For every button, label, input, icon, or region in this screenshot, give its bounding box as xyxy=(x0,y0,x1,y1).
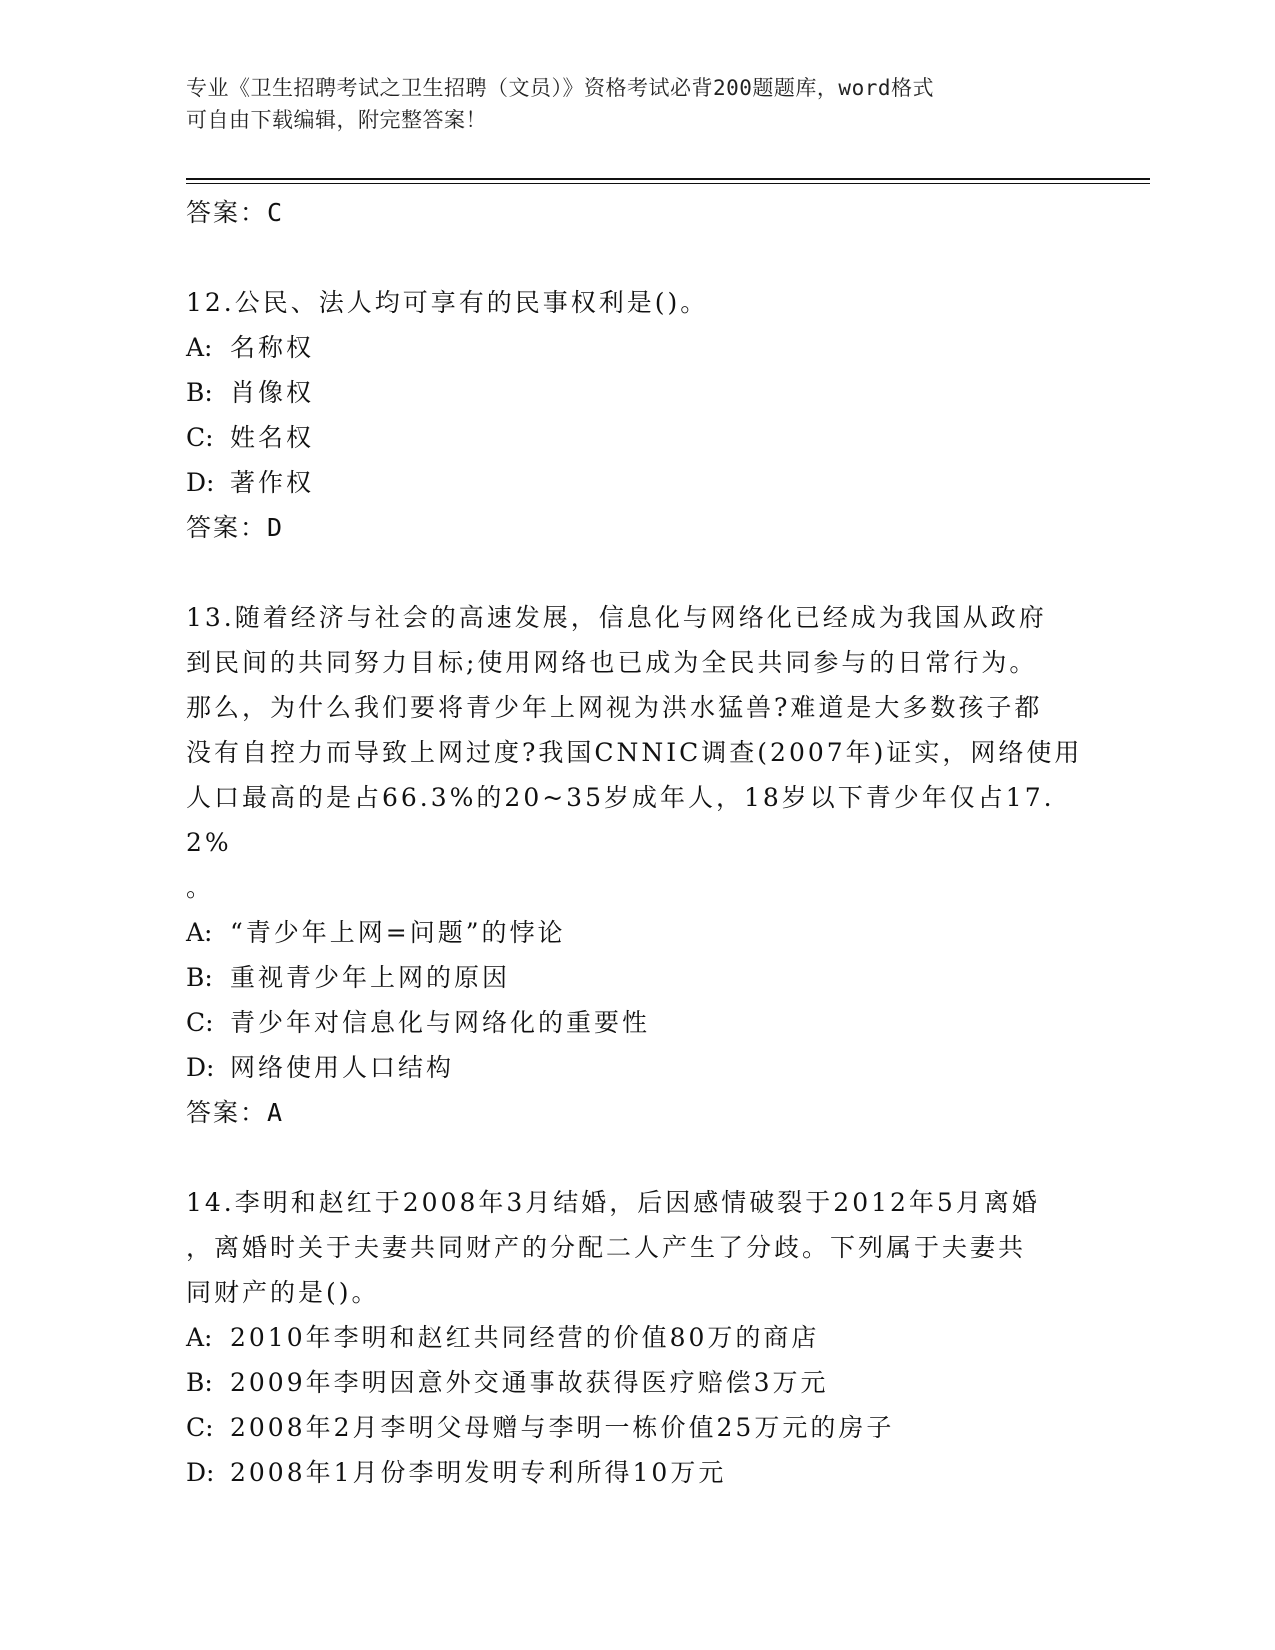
page-header xyxy=(186,72,1066,136)
option-c xyxy=(186,415,1086,460)
option-letter: C: xyxy=(186,423,214,452)
question-text-line: 没有自控力而导致上网过度?我国CNNIC调查(2007年)证实，网络使用 xyxy=(186,738,1083,767)
header-divider xyxy=(186,178,1150,180)
option-text: “青少年上网=问题”的悖论 xyxy=(230,918,566,947)
option-letter: C: xyxy=(186,1008,214,1037)
question-text-line: 到民间的共同努力目标;使用网络也已成为全民共同参与的日常行为。 xyxy=(186,648,1038,677)
option-text: 肖像权 xyxy=(230,378,315,407)
option-letter: D: xyxy=(186,468,215,497)
question-text-line: 那么，为什么我们要将青少年上网视为洪水猛兽?难道是大多数孩子都 xyxy=(186,693,1043,722)
option-text: 2010年李明和赵红共同经营的价值80万的商店 xyxy=(230,1323,820,1352)
option-d xyxy=(186,1450,1086,1495)
option-text: 2009年李明因意外交通事故获得医疗赔偿3万元 xyxy=(230,1368,829,1397)
option-b xyxy=(186,370,1086,415)
option-letter: A: xyxy=(186,918,213,947)
spacer xyxy=(186,1135,1086,1180)
question-text-line: 人口最高的是占66.3%的20~35岁成年人，18岁以下青少年仅占17.2% xyxy=(186,783,1055,857)
header-title-line-1: 专业《卫生招聘考试之卫生招聘（文员）》资格考试必背200题题库，word格式 xyxy=(186,76,934,100)
answer-label: 答案： xyxy=(186,198,268,227)
question-block xyxy=(186,1180,1086,1495)
question-block xyxy=(186,280,1086,550)
option-text: 名称权 xyxy=(230,333,315,362)
option-letter: C: xyxy=(186,1413,214,1442)
answer-value: C xyxy=(267,198,285,227)
question-text-line: 。 xyxy=(186,873,215,902)
option-letter: B: xyxy=(186,963,213,992)
option-c xyxy=(186,1000,1086,1045)
question-text-line: 14.李明和赵红于2008年3月结婚，后因感情破裂于2012年5月离婚 xyxy=(186,1188,1040,1217)
answer-value: A xyxy=(267,1098,285,1127)
option-d xyxy=(186,460,1086,505)
option-text: 著作权 xyxy=(230,468,315,497)
option-letter: A: xyxy=(186,1323,213,1352)
option-letter: D: xyxy=(186,1053,215,1082)
option-letter: A: xyxy=(186,333,213,362)
option-text: 姓名权 xyxy=(230,423,315,452)
answer-value: D xyxy=(267,513,285,542)
answer-line xyxy=(186,505,1086,550)
spacer xyxy=(186,550,1086,595)
option-text: 2008年1月份李明发明专利所得10万元 xyxy=(230,1458,727,1487)
question-text xyxy=(186,595,1086,910)
spacer xyxy=(186,235,1086,280)
answer-label: 答案： xyxy=(186,1098,268,1127)
option-text: 网络使用人口结构 xyxy=(230,1053,455,1082)
option-letter: B: xyxy=(186,1368,213,1397)
question-text-line: ，离婚时关于夫妻共同财产的分配二人产生了分歧。下列属于夫妻共 xyxy=(186,1233,1027,1262)
option-text: 青少年对信息化与网络化的重要性 xyxy=(230,1008,651,1037)
option-c xyxy=(186,1405,1086,1450)
option-b xyxy=(186,1360,1086,1405)
question-text-line: 同财产的是()。 xyxy=(186,1278,380,1307)
option-a xyxy=(186,325,1086,370)
option-text: 2008年2月李明父母赠与李明一栋价值25万元的房子 xyxy=(230,1413,895,1442)
question-text: 12.公民、法人均可享有的民事权利是()。 xyxy=(186,288,709,317)
option-a xyxy=(186,1315,1086,1360)
option-b xyxy=(186,955,1086,1000)
question-text xyxy=(186,1180,1086,1315)
answer-label: 答案： xyxy=(186,513,268,542)
answer-line xyxy=(186,190,1086,235)
option-a xyxy=(186,910,1086,955)
question-list xyxy=(186,190,1086,1495)
question-text-line: 13.随着经济与社会的高速发展，信息化与网络化已经成为我国从政府 xyxy=(186,603,1047,632)
option-letter: B: xyxy=(186,378,213,407)
option-letter: D: xyxy=(186,1458,215,1487)
header-title-line-2: 可自由下载编辑，附完整答案！ xyxy=(186,108,487,132)
header-divider-thin xyxy=(186,183,1150,184)
answer-line xyxy=(186,1090,1086,1135)
option-d xyxy=(186,1045,1086,1090)
option-text: 重视青少年上网的原因 xyxy=(230,963,511,992)
question-block xyxy=(186,595,1086,1135)
